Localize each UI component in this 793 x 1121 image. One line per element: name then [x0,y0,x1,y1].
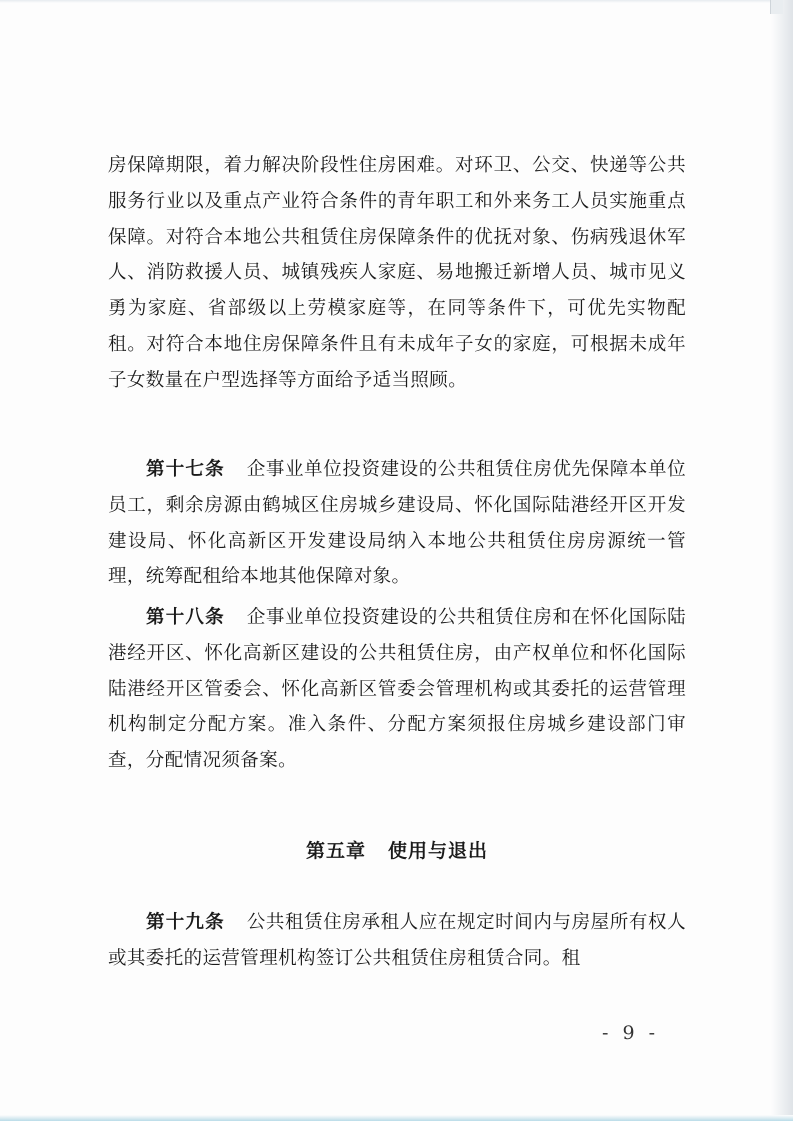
article-title: 第十九条 [146,912,225,933]
page-number: - 9 - [601,1022,659,1044]
article-title: 第十七条 [146,459,225,480]
article-text: 企事业单位投资建设的公共租赁住房和在怀化国际陆港经开区、怀化高新区建设的公共租赁住房，由产权单位和怀化国际陆港经开区管委会、怀化高新区管委会管理机构或其委托的运营管理机构制定分配方案。准入条件、分配方案须报住房城乡建设部门审查，分配情况须备案。 [108,607,686,772]
article-text: 公共租赁住房承租人应在规定时间内与房屋所有权人或其委托的运营管理机构签订公共租赁住房租赁合同。租 [108,912,686,969]
chapter-number: 第五章 [305,840,366,862]
article-17 [108,452,686,595]
chapter-title: 使用与退出 [388,840,489,862]
article-19 [108,905,686,977]
article-text: 企事业单位投资建设的公共租赁住房优先保障本单位员工，剩余房源由鹤城区住房城乡建设局、怀化国际陆港经开区开发建设局、怀化高新区开发建设局纳入本地公共租赁住房房源统一管理，统筹配租给本地其他保障对象。 [108,459,686,588]
article-title: 第十八条 [146,607,225,628]
paragraph-continuation [108,148,686,399]
article-18 [108,600,686,779]
chapter-heading [108,836,686,863]
paragraph-text: 房保障期限，着力解决阶段性住房困难。对环卫、公交、快递等公共服务行业以及重点产业符合条件的青年职工和外来务工人员实施重点保障。对符合本地公共租赁住房保障条件的优抚对象、伤病残退休军人、消防救援人员、城镇残疾人家庭、易地搬迁新增人员、城市见义勇为家庭、省部级以上劳模家庭等，在同等条件下，可优先实物配租。对符合本地住房保障条件且有未成年子女的家庭，可根据未成年子女数量在户型选择等方面给予适当照顾。 [108,155,686,391]
